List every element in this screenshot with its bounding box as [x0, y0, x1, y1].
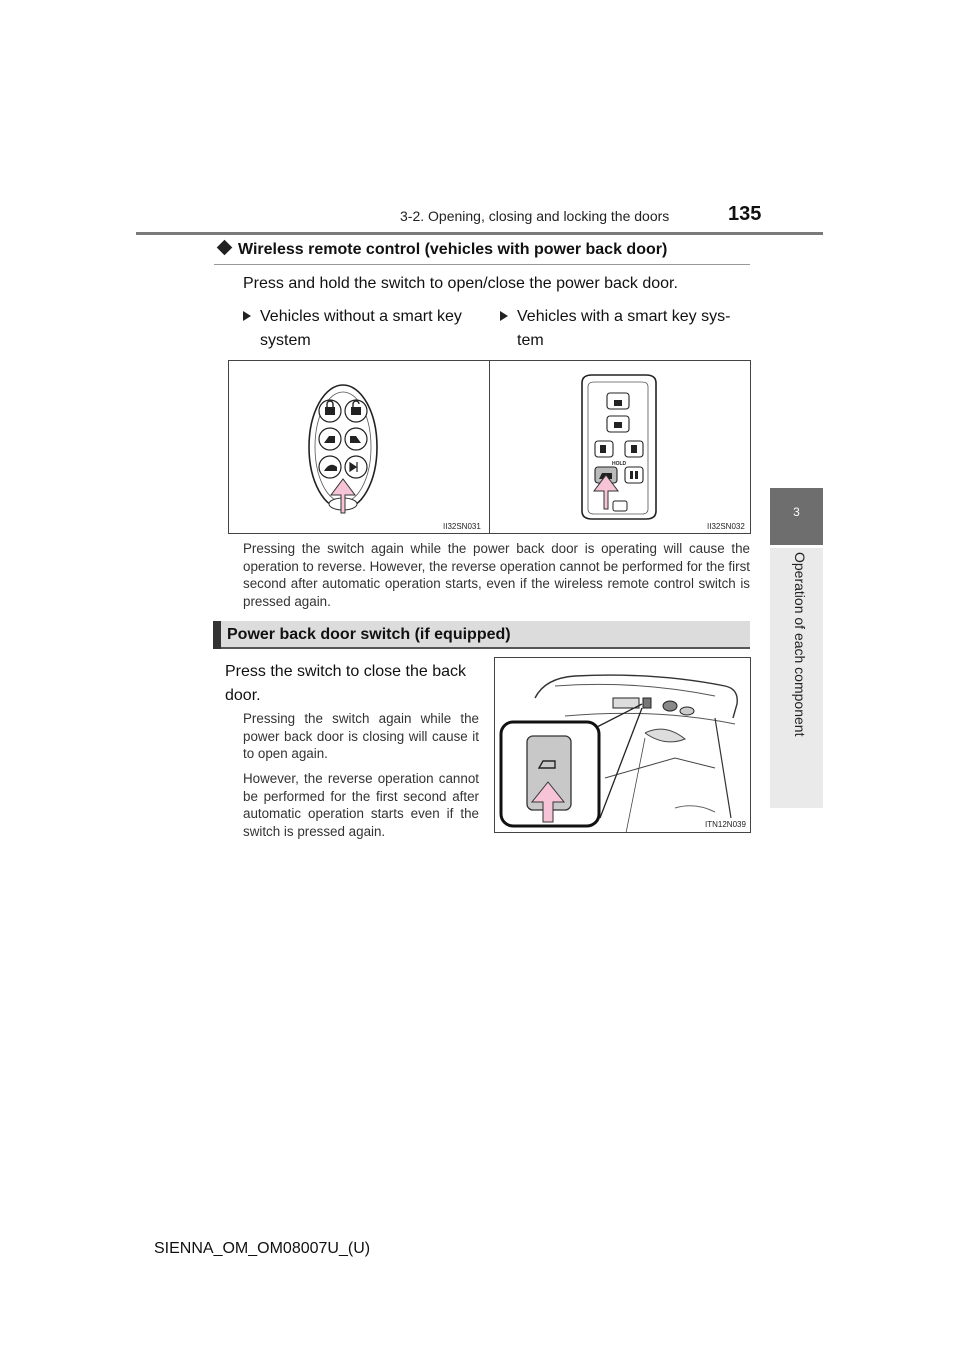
section-instruction: Press the switch to close the back door.	[225, 663, 466, 704]
chapter-title: Operation of each component	[792, 552, 808, 737]
section-note-2: However, the reverse operation cannot be performed for the first second after automatic operation starts even if the switch is pressed again.	[243, 771, 479, 839]
figure-remote-smart-key	[489, 360, 751, 534]
subsection-note: Pressing the switch again while the power back door is operating will cause the operation to reverse. However, the reverse operation cannot be performed for the first second after automatic operation starts, even if the wireless remote control switch is pressed again.	[243, 541, 750, 609]
subsection-title: Wireless remote control (vehicles with power back door)	[238, 241, 668, 258]
left-variant-label: Vehicles without a smart key system	[243, 305, 483, 353]
hold-label: HOLD	[612, 461, 627, 467]
subsection-heading	[214, 241, 667, 259]
document-id: SIENNA_OM_OM08007U_(U)	[154, 1240, 371, 1257]
section-heading-accent	[213, 621, 221, 649]
right-variant-label: Vehicles with a smart key sys- tem	[500, 305, 750, 353]
smart-key-illustration	[490, 361, 750, 533]
remote-fob-illustration	[229, 361, 489, 533]
subsection-instruction: Press and hold the switch to open/close the power back door.	[243, 275, 678, 292]
triangle-bullet-icon	[500, 311, 508, 321]
triangle-bullet-icon	[243, 311, 251, 321]
figure-remote-no-smart-key	[228, 360, 490, 534]
back-door-illustration	[495, 658, 750, 832]
chapter-tab	[770, 548, 823, 808]
chapter-tab-number	[770, 488, 823, 545]
figure-code: ITN12N039	[705, 820, 746, 829]
chapter-number: 3	[793, 505, 800, 519]
section-title: Power back door switch (if equipped)	[227, 626, 511, 643]
header-rule	[136, 232, 823, 235]
diamond-bullet-icon	[217, 240, 233, 256]
section-note-1: Pressing the switch again while the power back door is closing will cause it to open again.	[243, 711, 479, 761]
header-section-title: 3-2. Opening, closing and locking the doors	[400, 208, 670, 224]
figure-back-door-switch	[494, 657, 751, 833]
page-number: 135	[728, 203, 762, 225]
subsection-rule	[214, 264, 750, 265]
figure-code: II32SN031	[443, 522, 481, 531]
figure-code: II32SN032	[707, 522, 745, 531]
